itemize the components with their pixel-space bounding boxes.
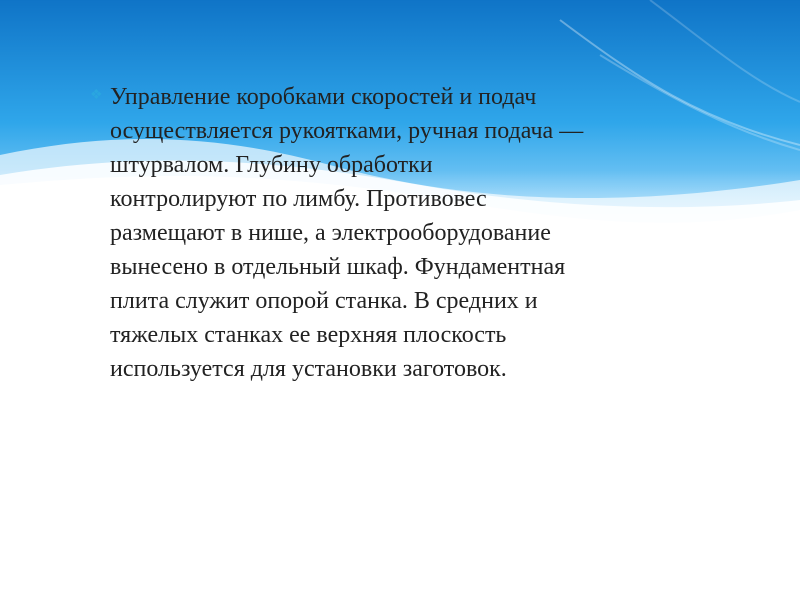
text-line: Управление коробками скоростей и подач: [110, 84, 537, 110]
text-line: используется для установки заготовок.: [110, 356, 507, 382]
text-line: контролируют по лимбу. Противовес: [110, 186, 487, 212]
text-line: штурвалом. Глубину обработки: [110, 152, 433, 178]
text-line: осуществляется рукоятками, ручная подача —: [110, 118, 584, 144]
text-line: вынесено в отдельный шкаф. Фундаментная: [110, 254, 566, 280]
text-line: размещают в нише, а электрооборудование: [110, 220, 551, 246]
diamond-bullet-icon: ❖: [90, 88, 103, 103]
text-line: плита служит опорой станка. В средних и: [110, 288, 538, 314]
paragraph-text: [110, 80, 730, 386]
text-line: тяжелых станках ее верхняя плоскость: [110, 322, 507, 348]
bullet-paragraph: [90, 80, 730, 386]
